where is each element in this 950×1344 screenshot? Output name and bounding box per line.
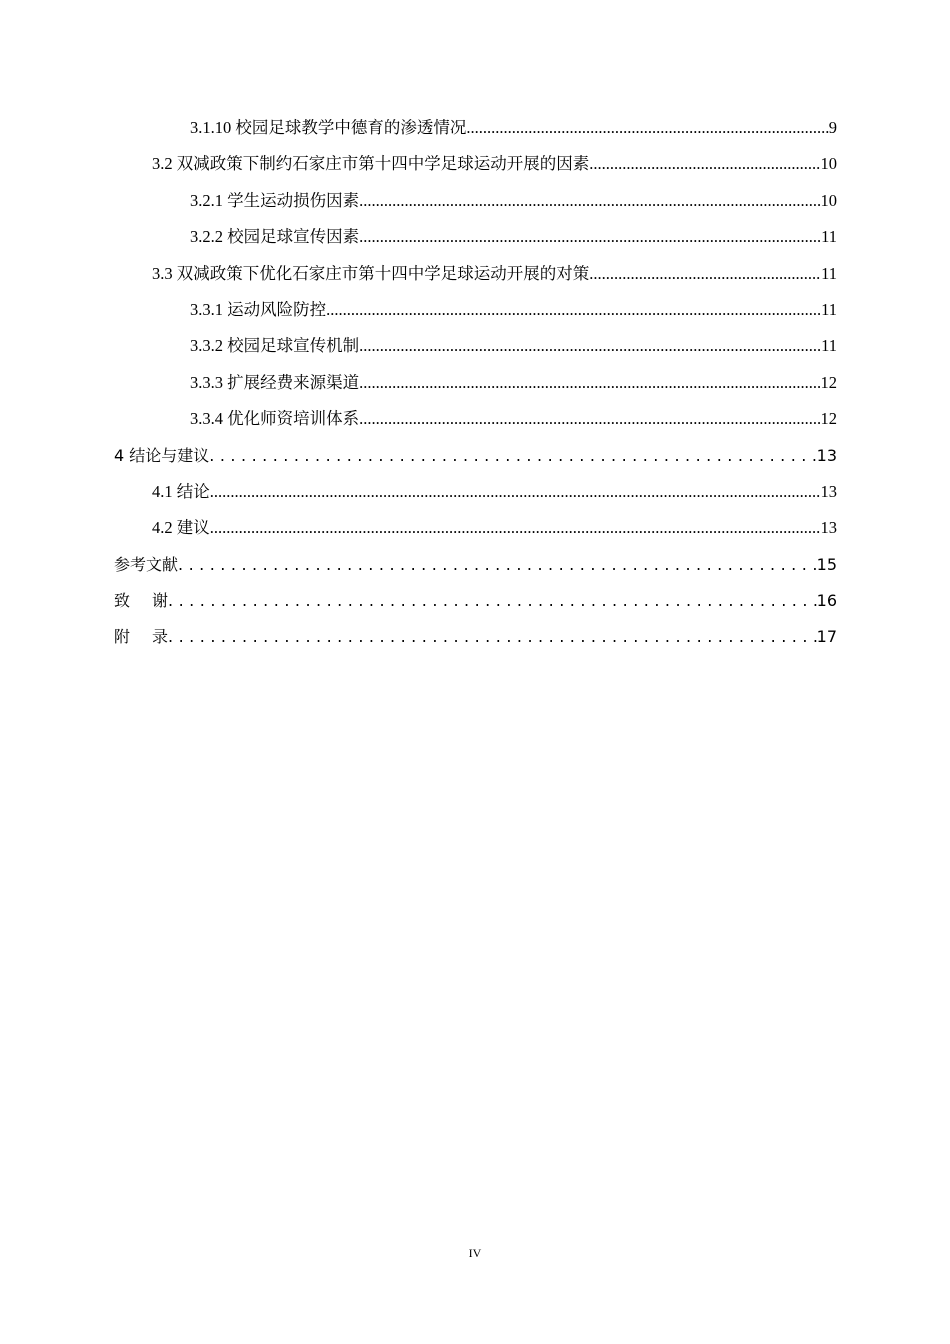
toc-entry-label-char-1: 致 [114, 591, 131, 611]
toc-dot-leader [326, 292, 821, 328]
toc-entry-label: 3.3 双减政策下优化石家庄市第十四中学足球运动开展的对策 [152, 263, 590, 283]
toc-page-number: 10 [820, 190, 837, 210]
toc-page-number: 17 [816, 627, 837, 647]
toc-page-number: 15 [816, 554, 837, 574]
toc-entry[interactable] [114, 183, 837, 219]
toc-entry[interactable] [114, 256, 837, 292]
toc-entry-label: 3.3.1 运动风险防控 [190, 299, 327, 319]
toc-dot-leader [209, 438, 816, 474]
toc-page-number: 16 [816, 591, 837, 611]
toc-page-number: 12 [820, 409, 837, 429]
toc-entry-label-char-2: 录 [152, 627, 169, 647]
toc-entry-label: 参考文献 [114, 554, 179, 574]
toc-entry[interactable] [114, 292, 837, 328]
toc-page-number: 11 [821, 336, 837, 356]
toc-entry[interactable] [114, 510, 837, 546]
toc-entry-label [114, 619, 168, 655]
toc-entry-acknowledgements[interactable] [114, 583, 837, 619]
toc-entry-label: 3.2.2 校园足球宣传因素 [190, 227, 360, 247]
toc-dot-leader [359, 219, 821, 255]
toc-entry-label: 3.3.3 扩展经费来源渠道 [190, 372, 360, 392]
toc-dot-leader [359, 328, 821, 364]
toc-entry-label: 3.3.2 校园足球宣传机制 [190, 336, 360, 356]
toc-entry-label: 3.1.10 校园足球教学中德育的渗透情况 [190, 118, 467, 137]
toc-entry-label: 3.2.1 学生运动损伤因素 [190, 190, 360, 210]
toc-entry[interactable] [114, 146, 837, 182]
toc-entry-label: 4.2 建议 [152, 518, 210, 538]
toc-entry[interactable] [114, 110, 837, 146]
toc-dot-leader [178, 547, 817, 583]
toc-entry-label: 3.3.4 优化师资培训体系 [190, 409, 360, 429]
toc-entry-label-char-1: 附 [114, 627, 131, 647]
toc-entry-label: 4 结论与建议 [114, 445, 210, 465]
toc-dot-leader [210, 474, 821, 510]
toc-entry[interactable] [114, 438, 837, 474]
toc-page-number: 9 [828, 118, 837, 137]
toc-entry-label: 4.1 结论 [152, 481, 210, 501]
toc-page-number: 12 [820, 372, 837, 392]
toc-entry[interactable] [114, 365, 837, 401]
toc-dot-leader [359, 183, 820, 219]
toc-entry-label [114, 583, 168, 619]
toc-page-number: 11 [821, 299, 837, 319]
toc-dot-leader [168, 583, 817, 619]
toc-dot-leader [466, 110, 828, 146]
toc-entry[interactable] [114, 547, 837, 583]
toc-dot-leader [359, 401, 820, 437]
toc-page-number: 11 [821, 263, 837, 283]
toc-page-number: 10 [820, 154, 837, 174]
page-footer-number: IV [468, 1246, 482, 1260]
toc-entry[interactable] [114, 328, 837, 364]
toc-dot-leader [589, 146, 820, 182]
toc-dot-leader [589, 256, 821, 292]
toc-page-number: 13 [820, 518, 837, 538]
table-of-contents [114, 110, 837, 656]
toc-dot-leader [210, 510, 821, 546]
toc-entry-label: 3.2 双减政策下制约石家庄市第十四中学足球运动开展的因素 [152, 154, 590, 174]
toc-dot-leader [359, 365, 820, 401]
toc-entry[interactable] [114, 401, 837, 437]
toc-entry[interactable] [114, 219, 837, 255]
toc-page-number: 13 [816, 445, 837, 465]
toc-dot-leader [168, 619, 817, 655]
toc-entry[interactable] [114, 474, 837, 510]
toc-page-number: 11 [821, 227, 837, 247]
toc-page-number: 13 [820, 481, 837, 501]
toc-entry-appendix[interactable] [114, 619, 837, 655]
toc-entry-label-char-2: 谢 [152, 591, 169, 611]
